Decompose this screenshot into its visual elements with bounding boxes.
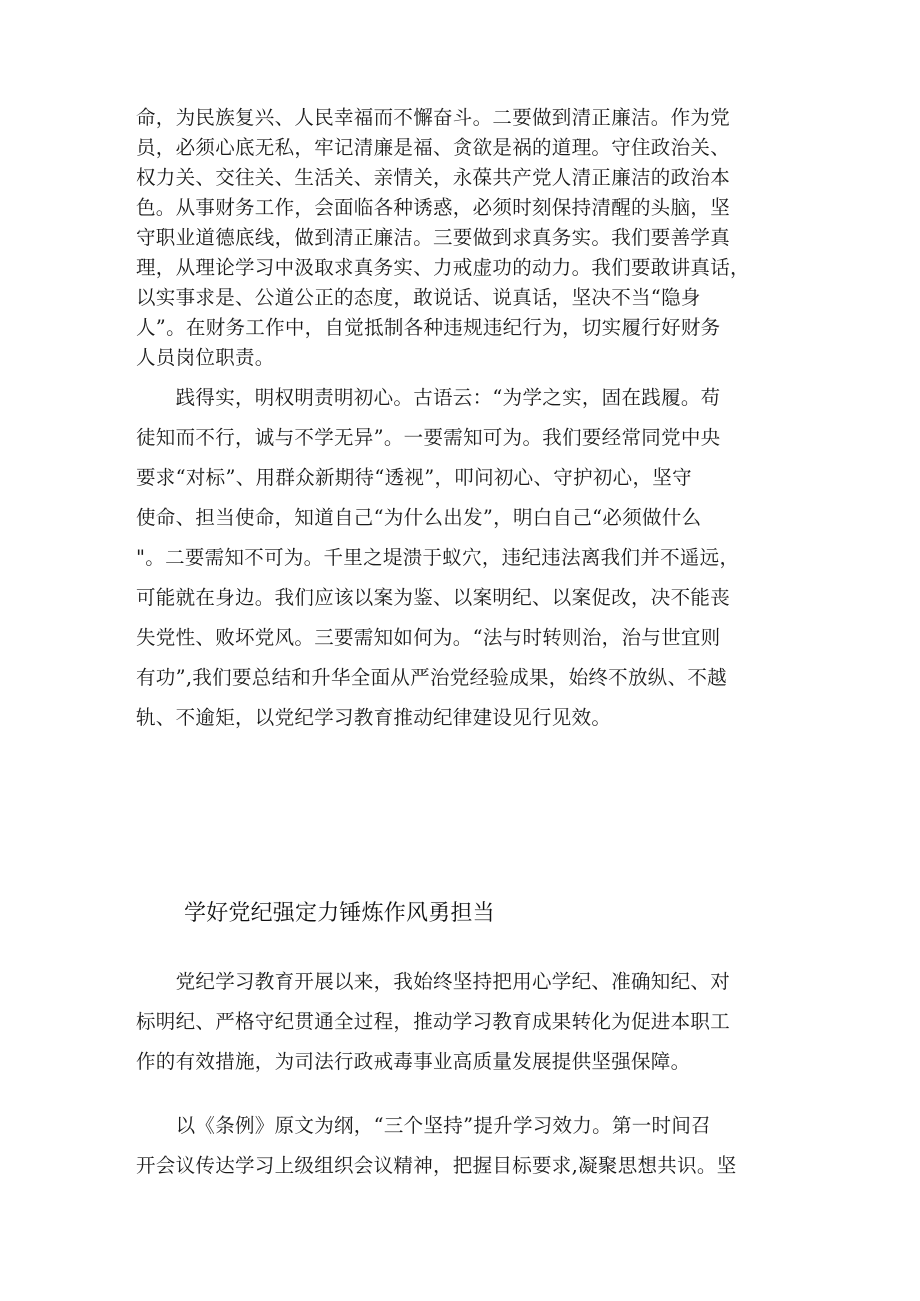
body-paragraph: 命，为民族复兴、人民幸福而不懈奋斗。二要做到清正廉洁。作为党 员，必须心底无私，牢记清廉是福、贪欲是祸的道理。守住政治关、 权力关、交往关、生活关、亲情关，永葆共产党人清正廉洁的政治本 色。从事财务工作，会面临各种诱惑，必须时刻保持清醒的头脑，坚 守职业道德底线，做到清正廉洁。三要做到求真务实。我们要善学真 理，从理论学习中汲取求真务实、力戒虚功的动力。我们要敢讲真话， 以实事求是、公道公正的态度，敢说话、说真话，坚决不当“隐身 人”。在财务工作中，自觉抵制各种违规违纪行为，切实履行好财务 人员岗位职责。 [136, 106, 750, 369]
body-paragraph: 以《条例》原文为纲，“三个坚持”提升学习效力。第一时间召 开会议传达学习上级组织会议精神，把握目标要求,凝聚思想共识。坚 [136, 1114, 737, 1177]
section-heading: 学好党纪强定力锤炼作风勇担当 [184, 901, 495, 926]
body-paragraph: 党纪学习教育开展以来，我始终坚持把用心学纪、准确知纪、对 标明纪、严格守纪贯通全过程，推动学习教育成果转化为促进本职工 作的有效措施，为司法行政戒毒事业高质量发展提供坚强保障。 [136, 970, 731, 1073]
body-paragraph: 践得实，明权明责明初心。古语云：“为学之实，固在践履。苟 徒知而不行，诚与不学无异”。一要需知可为。我们要经常同党中央 要求“对标”、用群众新期待“透视”，叩问初心、守护初心，坚守 使命、担当使命，知道自己“为什么出发”，明白自己“必须做什么 "。二要需知不可为。千里之堤溃于蚁穴，违纪违法离我们并不遥远， 可能就在身边。我们应该以案为鉴、以案明纪、以案促改，决不能丧 失党性、败坏党风。三要需知如何为。“法与时转则治，治与世宜则 有功”,我们要总结和升华全面从严治党经验成果，始终不放纵、不越 轨、不逾矩，以党纪学习教育推动纪律建设见行见效。 [136, 386, 740, 729]
